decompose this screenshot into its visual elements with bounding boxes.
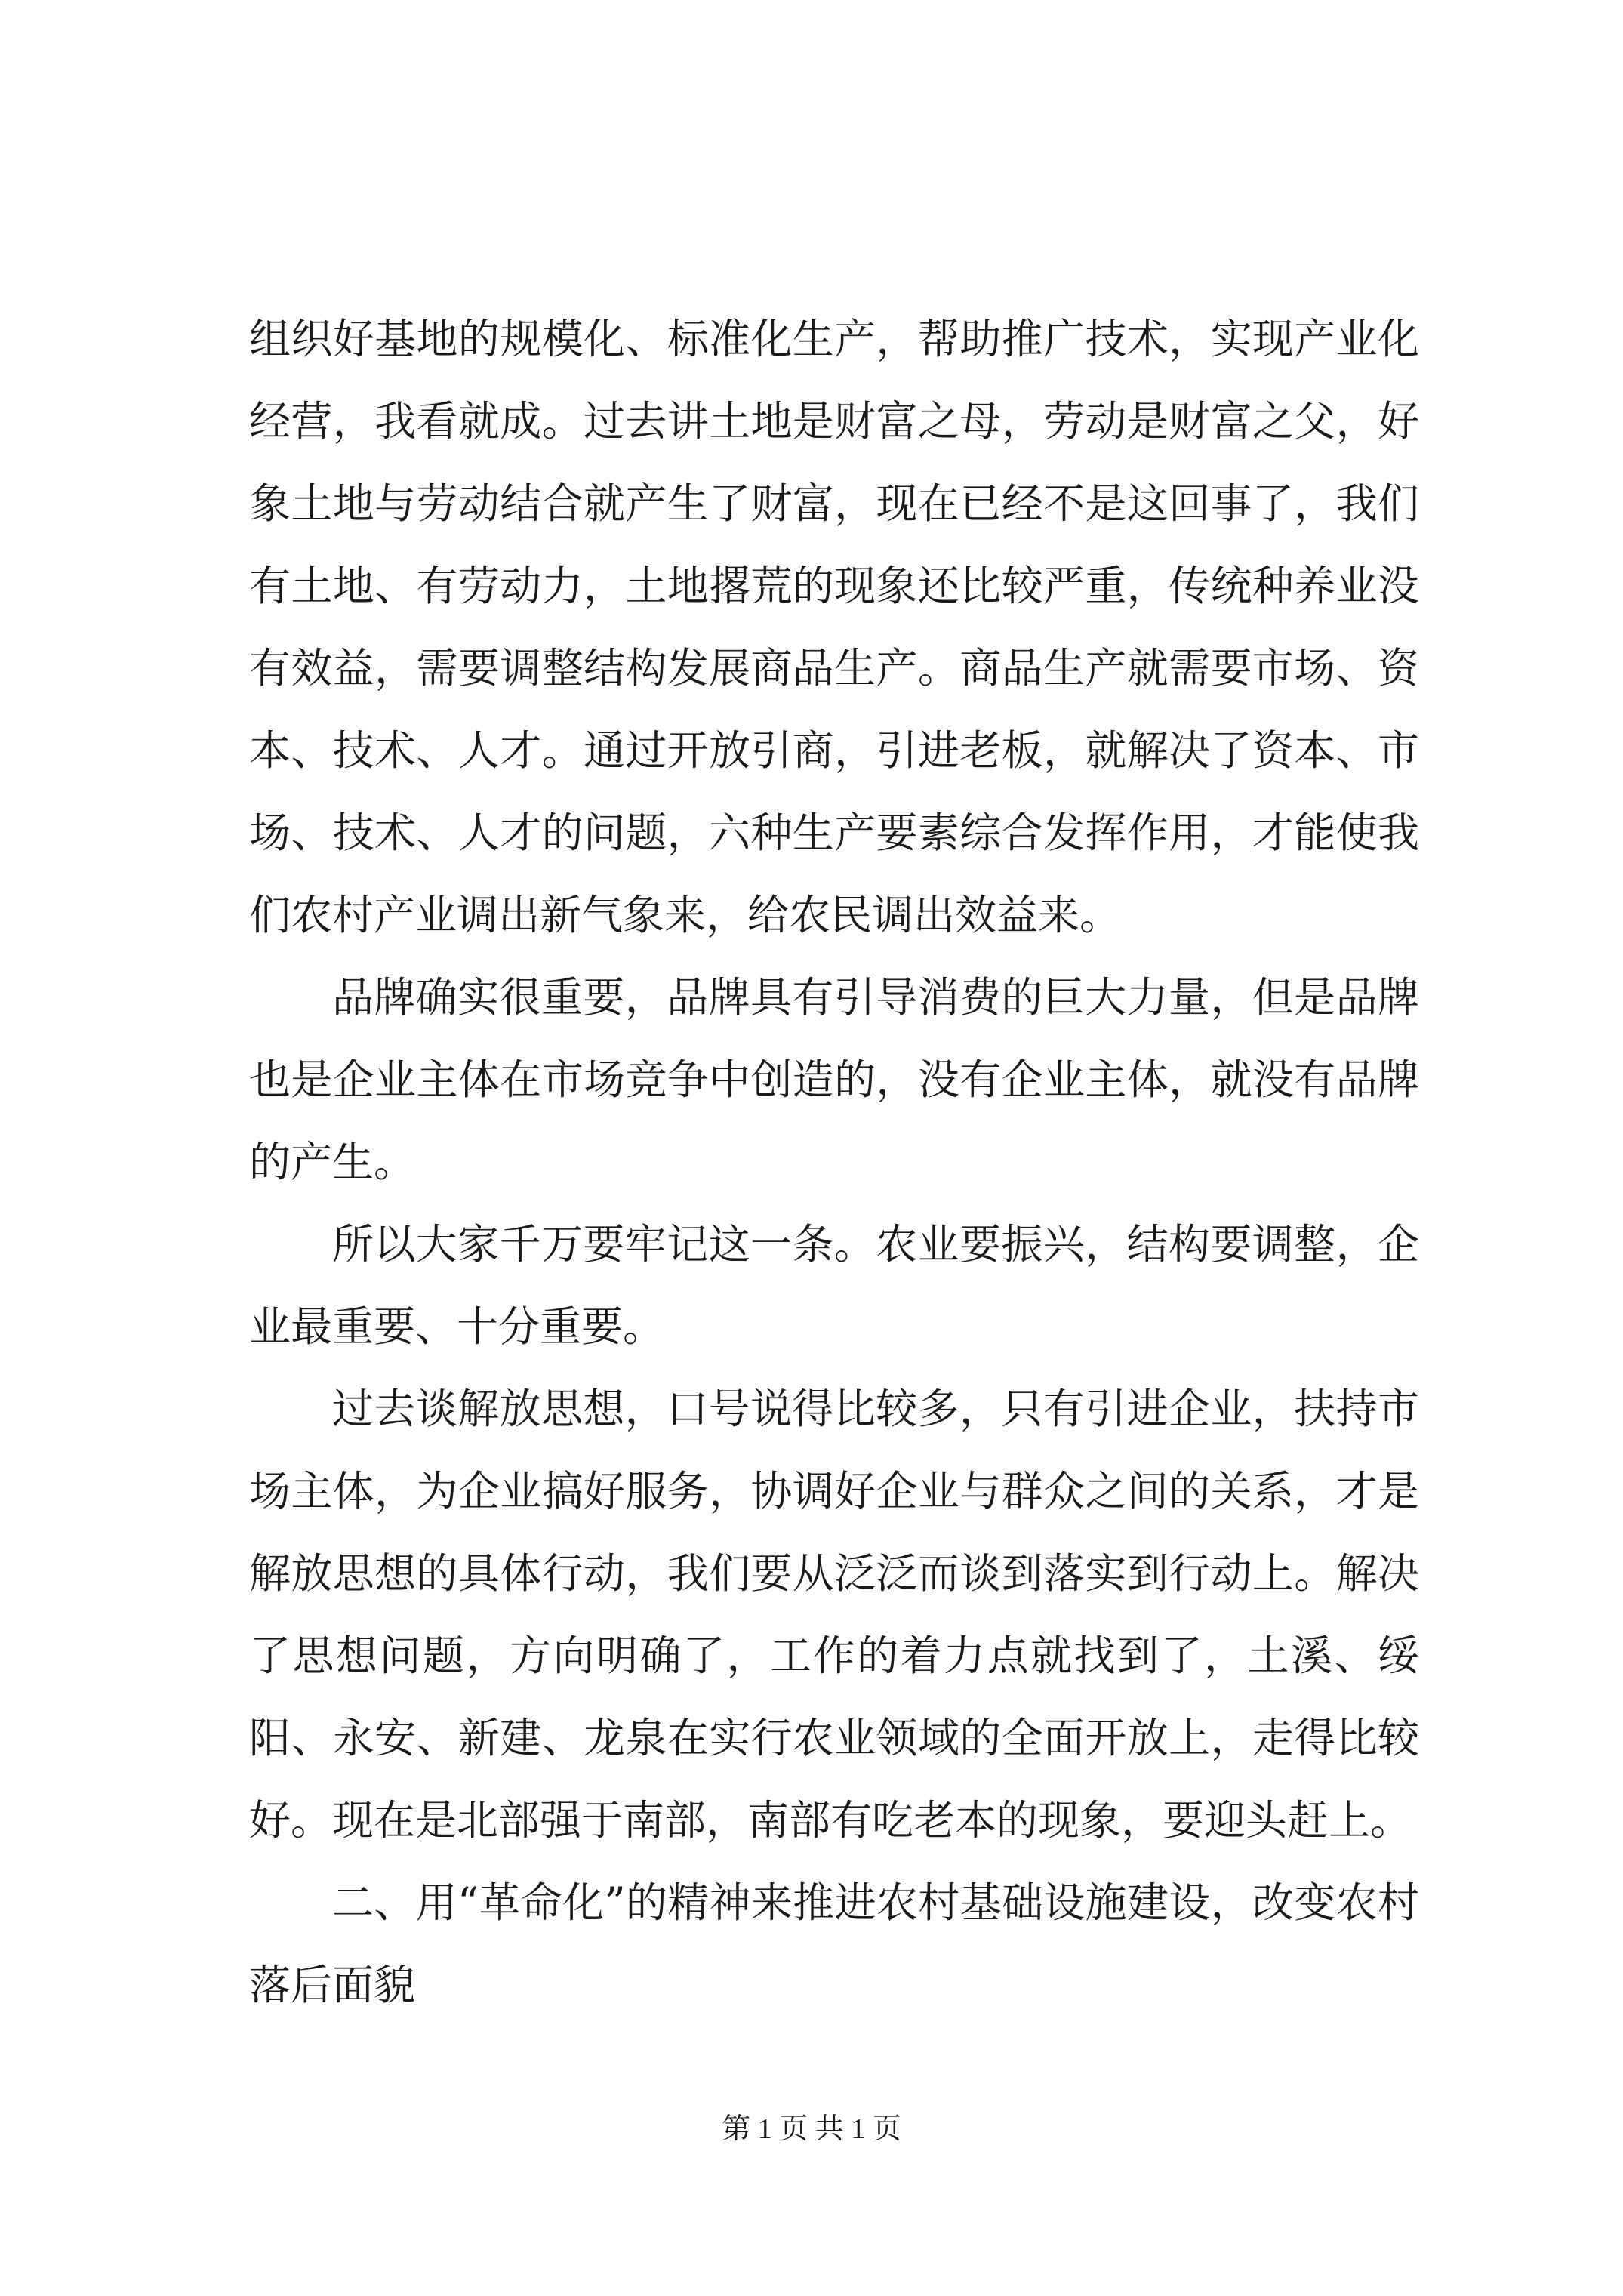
paragraph-1: 组织好基地的规模化、标准化生产，帮助推广技术，实现产业化经营，我看就成。过去讲土地是财富之母，劳动是财富之父，好象土地与劳动结合就产生了财富，现在已经不是这回事了，我们有土地、有劳动力，土地撂荒的现象还比较严重，传统种养业没有效益，需要调整结构发展商品生产。商品生产就需要市场、资本、技术、人才。通过开放引商，引进老板，就解决了资本、市场、技术、人才的问题，六种生产要素综合发挥作用，才能使我们农村产业调出新气象来，给农民调出效益来。	[249, 315, 1419, 939]
paragraph-4: 过去谈解放思想，口号说得比较多，只有引进企业，扶持市场主体，为企业搞好服务，协调好企业与群众之间的关系，才是解放思想的具体行动，我们要从泛泛而谈到落实到行动上。解决了思想问题，方向明确了，工作的着力点就找到了，土溪、绥阳、永安、新建、龙泉在实行农业领域的全面开放上，走得比较好。现在是北部强于南部，南部有吃老本的现象，要迎头赶上。	[249, 1385, 1419, 1845]
paragraph-2: 品牌确实很重要，品牌具有引导消费的巨大力量，但是品牌也是企业主体在市场竞争中创造的，没有企业主体，就没有品牌的产生。	[249, 973, 1419, 1186]
document-body	[249, 298, 1419, 2026]
page-footer: 第 1 页 共 1 页	[722, 2113, 901, 2145]
section-heading: 二、用“革命化”的精神来推进农村基础设施建设，改变农村落后面貌	[249, 1878, 1419, 2009]
paragraph-3: 所以大家千万要牢记这一条。农业要振兴，结构要调整，企业最重要、十分重要。	[249, 1220, 1419, 1351]
